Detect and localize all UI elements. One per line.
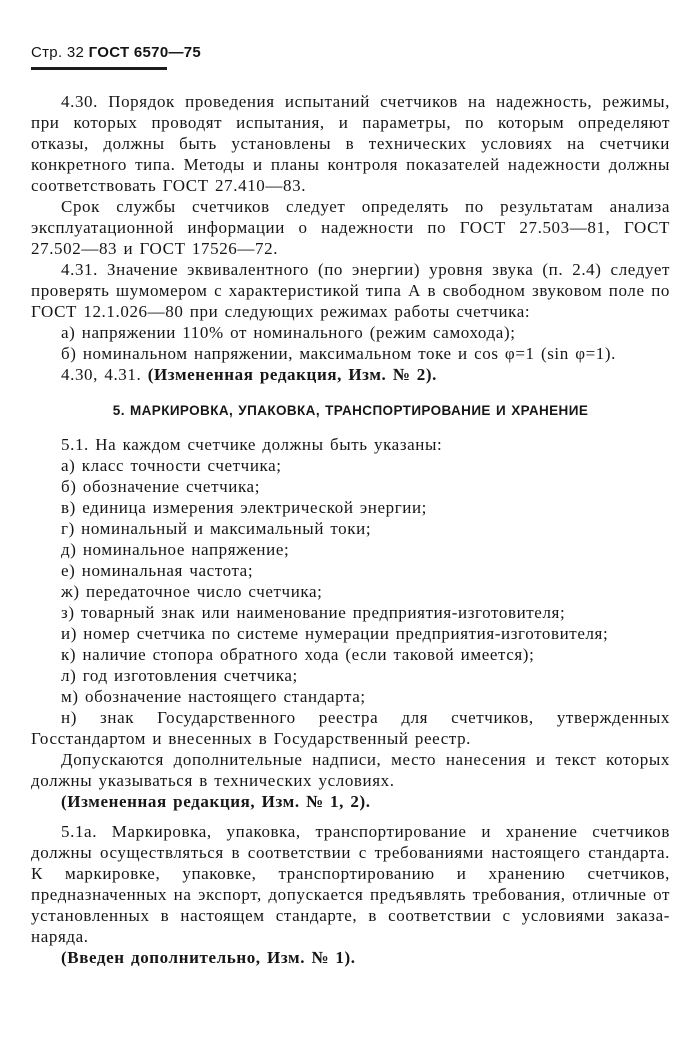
marking-list-item-z: з) товарный знак или наименование предприятия-изготовителя; (61, 603, 566, 622)
list-item-a-voltage: а) напряжении 110% от номинального (режим самохода); (61, 323, 516, 342)
marking-list-item-b: б) обозначение счетчика; (61, 477, 261, 496)
paragraph-5-1: 5.1. На каждом счетчике должны быть указаны: (61, 435, 443, 454)
paragraph-service-life: Срок службы счетчиков следует определять по результатам анализа эксплуатационной информации о надежности по ГОСТ 27.503—81, ГОСТ 27.502—83 и ГОСТ 17526—72. (31, 197, 670, 258)
marking-list-item-d: д) номинальное напряжение; (61, 540, 290, 559)
document-content (31, 91, 670, 968)
paragraph-5-1a: 5.1а. Маркировка, упаковка, транспортирование и хранение счетчиков должны осуществляться в соответствии с требованиями настоящего стандарта. К маркировке, упаковке, транспортированию и хранению счетчиков, предназначенных на экспорт, допускается предъявлять требования, отличные от установленных в настоящем стандарте, в соответствии с условиями заказа-наряда. (31, 822, 670, 946)
marking-list-item-e: е) номинальная частота; (61, 561, 254, 580)
marking-list-item-g: г) номинальный и максимальный токи; (61, 519, 372, 538)
marking-list-item-i: и) номер счетчика по системе нумерации предприятия-изготовителя; (61, 624, 609, 643)
marking-list-item-n: н) знак Государственного реестра для счетчиков, утвержденных Госстандартом и внесенных в Государственный реестр. (31, 708, 670, 748)
header-rule (31, 67, 167, 70)
marking-list-item-k: к) наличие стопора обратного хода (если таковой имеется); (61, 645, 535, 664)
paragraph-4-31: 4.31. Значение эквивалентного (по энергии) уровня звука (п. 2.4) следует проверять шумомером с характеристикой типа А в свободном звуковом поле по ГОСТ 12.1.026—80 при следующих режимах работы счетчика: (31, 260, 670, 321)
amendment-note-introduced: (Введен дополнительно, Изм. № 1). (61, 948, 356, 967)
marking-list-item-l: л) год изготовления счетчика; (61, 666, 298, 685)
paragraph-additional-inscriptions: Допускаются дополнительные надписи, место нанесения и текст которых должны указываться в технических условиях. (31, 750, 670, 790)
marking-list-item-m: м) обозначение настоящего стандарта; (61, 687, 366, 706)
amendment-text: (Измененная редакция, Изм. № 2). (147, 365, 437, 384)
page-header (31, 44, 700, 70)
page-number-label: Стр. 32 (31, 44, 89, 61)
marking-list-item-a: а) класс точности счетчика; (61, 456, 282, 475)
paragraph-4-30: 4.30. Порядок проведения испытаний счетчиков на надежность, режимы, при которых проводят испытания, и параметры, по которым определяют отказы, должны быть установлены в технических условиях на счетчики конкретного типа. Методы и планы контроля показателей надежности должны соответствовать ГОСТ 27.410—83. (31, 92, 670, 195)
amendment-prefix: 4.30, 4.31. (61, 365, 148, 384)
marking-list-item-zh: ж) передаточное число счетчика; (61, 582, 323, 601)
list-item-b-nominal: б) номинальном напряжении, максимальном токе и cos φ=1 (sin φ=1). (61, 344, 617, 363)
section-5-heading: 5. МАРКИРОВКА, УПАКОВКА, ТРАНСПОРТИРОВАНИЕ И ХРАНЕНИЕ (112, 403, 589, 418)
amendment-note-5-1: (Измененная редакция, Изм. № 1, 2). (61, 792, 371, 811)
standard-number-label: ГОСТ 6570—75 (88, 44, 202, 61)
amendment-note-4-30-4-31 (31, 364, 670, 385)
marking-list-item-v: в) единица измерения электрической энергии; (61, 498, 428, 517)
